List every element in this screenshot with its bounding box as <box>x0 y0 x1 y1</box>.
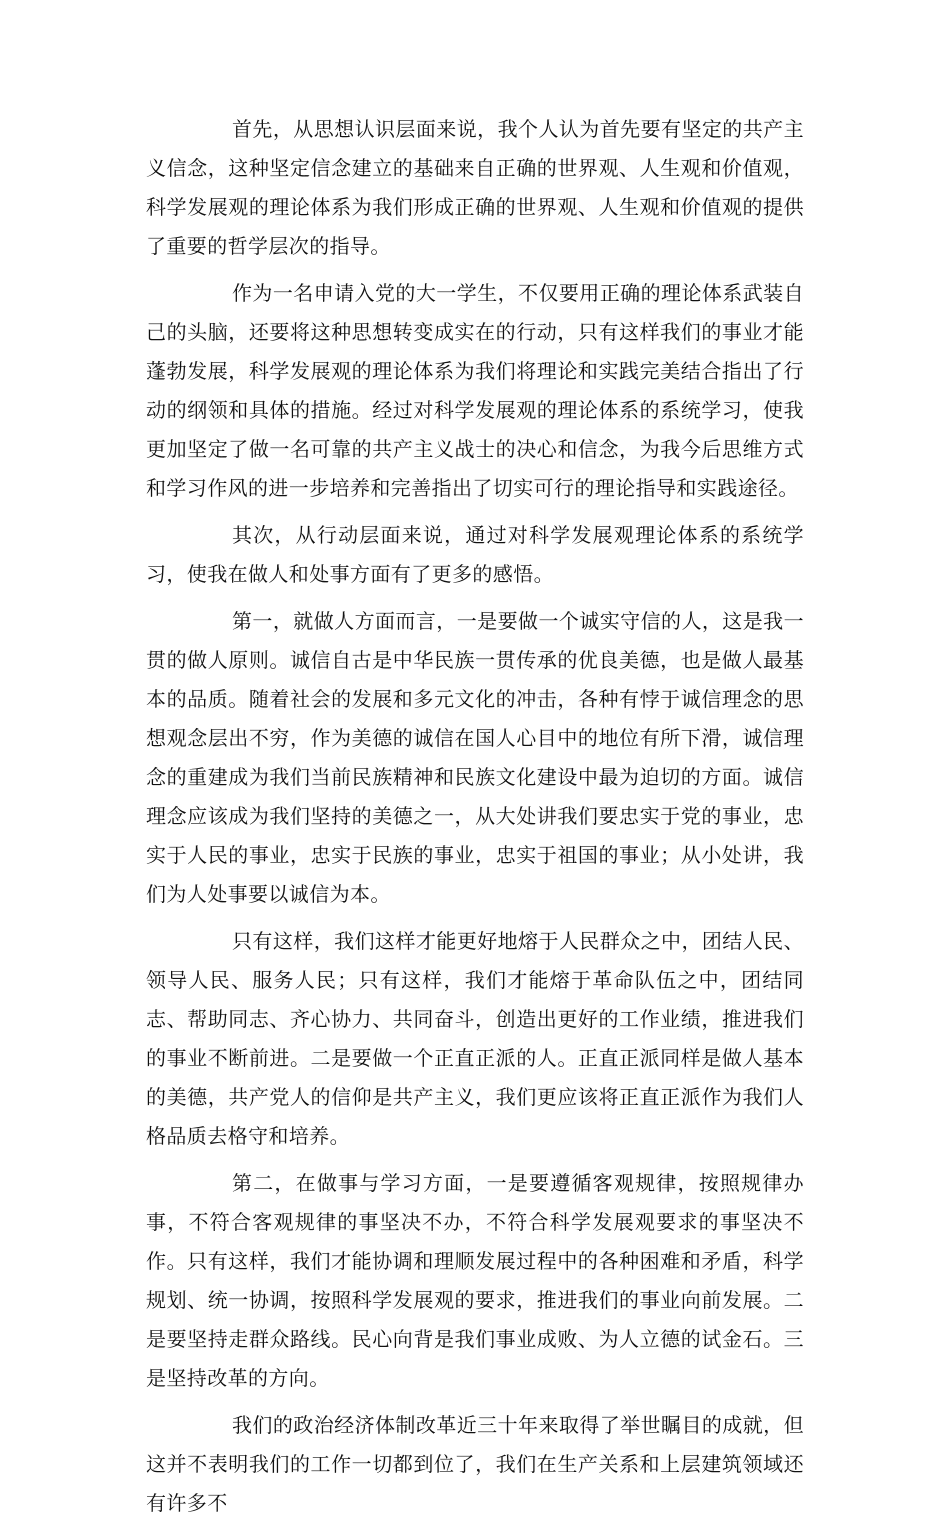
paragraph-reform: 我们的政治经济体制改革近三十年来取得了举世瞩目的成就，但这并不表明我们的工作一切都到位了，我们在生产关系和上层建筑领域还有许多不 <box>146 1413 804 1515</box>
document-body <box>146 110 804 1531</box>
paragraph-work-and-study: 第二，在做事与学习方面，一是要遵循客观规律，按照规律办事，不符合客观规律的事坚决不办，不符合科学发展观要求的事坚决不作。只有这样，我们才能协调和理顺发展过程中的各种困难和矛盾，科学规划、统一协调，按照科学发展观的要求，推进我们的事业向前发展。二是要坚持走群众路线。民心向背是我们事业成败、为人立德的试金石。三是坚持改革的方向。 <box>146 1171 804 1390</box>
paragraph-action-level: 其次，从行动层面来说，通过对科学发展观理论体系的系统学习，使我在做人和处事方面有了更多的感悟。 <box>146 523 804 586</box>
paragraph-serve-people: 只有这样，我们这样才能更好地熔于人民群众之中，团结人民、领导人民、服务人民；只有这样，我们才能熔于革命队伍之中，团结同志、帮助同志、齐心协力、共同奋斗，创造出更好的工作业绩，推进我们的事业不断前进。二是要做一个正直正派的人。正直正派同样是做人基本的美德，共产党人的信仰是共产主义，我们更应该将正直正派作为我们人格品质去格守和培养。 <box>146 929 804 1148</box>
paragraph-ideological-level: 首先，从思想认识层面来说，我个人认为首先要有坚定的共产主义信念，这种坚定信念建立的基础来自正确的世界观、人生观和价值观，科学发展观的理论体系为我们形成正确的世界观、人生观和价值观的提供了重要的哲学层次的指导。 <box>146 117 804 258</box>
paragraph-integrity: 第一，就做人方面而言，一是要做一个诚实守信的人，这是我一贯的做人原则。诚信自古是中华民族一贯传承的优良美德，也是做人最基本的品质。随着社会的发展和多元文化的冲击，各种有悖于诚信理念的思想观念层出不穷，作为美德的诚信在国人心目中的地位有所下滑，诚信理念的重建成为我们当前民族精神和民族文化建设中最为迫切的方面。诚信理念应该成为我们坚持的美德之一，从大处讲我们要忠实于党的事业，忠实于人民的事业，忠实于民族的事业，忠实于祖国的事业；从小处讲，我们为人处事要以诚信为本。 <box>146 609 804 906</box>
paragraph-party-applicant: 作为一名申请入党的大一学生，不仅要用正确的理论体系武装自己的头脑，还要将这种思想转变成实在的行动，只有这样我们的事业才能蓬勃发展，科学发展观的理论体系为我们将理论和实践完美结合指出了行动的纲领和具体的措施。经过对科学发展观的理论体系的系统学习，使我更加坚定了做一名可靠的共产主义战士的决心和信念，为我今后思维方式和学习作风的进一步培养和完善指出了切实可行的理论指导和实践途径。 <box>146 281 804 500</box>
